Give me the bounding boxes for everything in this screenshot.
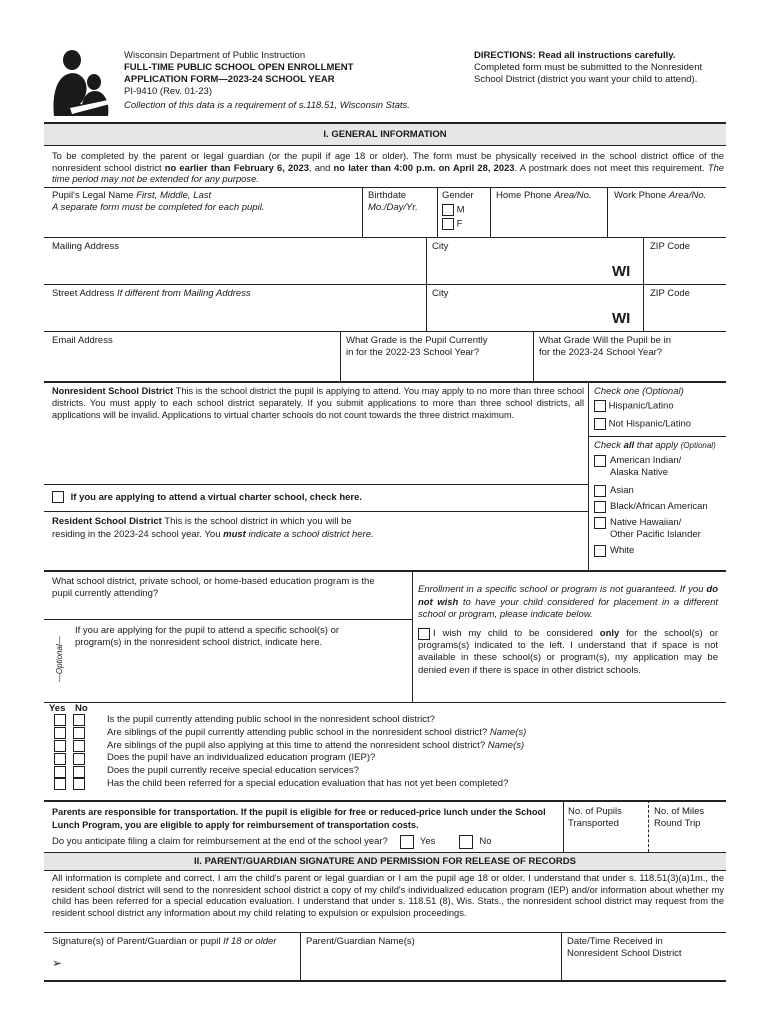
guardian-names-field[interactable] — [302, 952, 558, 978]
transport-no-label: No — [479, 835, 492, 847]
section1-intro: To be completed by the parent or legal guardian (or the pupil if age 18 or older). The form must be physically received in the school district office of the nonresident school district no earlier than February 6, 2023, and no later than 4:00 p.m. on April 28, 2023. A postmark does not meet this requirement. The time period may not be extended for any purpose. — [52, 150, 724, 184]
q2-no-checkbox[interactable] — [73, 727, 85, 739]
race-asian-checkbox[interactable] — [594, 485, 606, 497]
gender-f-checkbox[interactable] — [442, 218, 454, 230]
current-school-label-1: What school district, private school, or home-based education program is the — [52, 576, 375, 587]
resident-district-instructions: Resident School District This is the school district in which you will be residing in the 2023-24 school year. You must indicate a school district here. — [52, 516, 374, 540]
current-grade-label-2: in for the 2022-23 School Year? — [346, 347, 480, 358]
ethnicity-label: Check one (Optional) — [594, 386, 684, 397]
street-city-field[interactable] — [428, 302, 598, 330]
pupils-transported-label-1: No. of Pupils — [568, 806, 622, 817]
specific-school-field[interactable] — [72, 652, 408, 700]
directions-label: DIRECTIONS: Read all instructions carefully. — [474, 50, 676, 61]
section2-title: II. PARENT/GUARDIAN SIGNATURE AND PERMISSION FOR RELEASE OF RECORDS — [44, 852, 726, 871]
collection-note: Collection of this data is a requirement of s.118.51, Wisconsin Stats. — [124, 100, 410, 111]
race-american-indian-checkbox[interactable] — [594, 455, 606, 467]
section1-title: I. GENERAL INFORMATION — [44, 122, 726, 146]
q1-no-checkbox[interactable] — [73, 714, 85, 726]
street-city-label: City — [432, 288, 449, 299]
dpi-logo — [50, 48, 114, 118]
directions-line2: School District (district you want your child to attend). — [474, 74, 698, 85]
q6-text: Has the child been referred for a special education evaluation that has not yet been completed? — [107, 777, 509, 789]
street-zip-label: ZIP Code — [650, 288, 690, 299]
race-asian-label: Asian — [610, 485, 634, 496]
only-wish-checkbox[interactable] — [418, 628, 430, 640]
birthdate-field[interactable] — [364, 215, 436, 237]
race-american-indian-label-1: American Indian/ — [610, 455, 682, 466]
mailing-zip-label: ZIP Code — [650, 241, 690, 252]
race-black-label: Black/African American — [610, 501, 708, 512]
nonresident-district-instructions: Nonresident School District This is the school district the pupil is applying to attend. You may apply to no more than three school districts. You must apply to each school district separately. If you submit applications to more than three school districts, all applications will be invalid. Applications to virtual charter schools do not count towards the three district maximum. — [52, 386, 584, 420]
work-phone-field[interactable] — [609, 205, 725, 237]
birthdate-hint: Mo./Day/Yr. — [368, 202, 418, 213]
race-black-checkbox[interactable] — [594, 501, 606, 513]
optional-side-label: —Optional— — [54, 636, 64, 683]
current-school-field[interactable] — [48, 602, 408, 618]
specific-school-label-1: If you are applying for the pupil to attend a specific school(s) or — [75, 625, 340, 636]
q1-yes-checkbox[interactable] — [54, 714, 66, 726]
hispanic-checkbox[interactable] — [594, 400, 606, 412]
date-received-label-1: Date/Time Received in — [567, 936, 663, 947]
hispanic-label: Hispanic/Latino — [608, 400, 674, 412]
no-header: No — [75, 703, 88, 714]
agency-name: Wisconsin Department of Public Instruction — [124, 50, 306, 61]
next-grade-label-2: for the 2023-24 School Year? — [539, 347, 663, 358]
current-school-label-2: pupil currently attending? — [52, 588, 159, 599]
race-pacific-islander-label-2: Other Pacific Islander — [610, 529, 701, 540]
signature-label: Signature(s) of Parent/Guardian or pupil If 18 or older — [52, 936, 277, 947]
pupils-transported-field[interactable] — [565, 832, 645, 850]
signature-arrow-icon: ➢ — [52, 956, 63, 970]
resident-district-field[interactable] — [48, 543, 586, 569]
next-grade-label-1: What Grade Will the Pupil be in — [539, 335, 672, 346]
mailing-zip-field[interactable] — [645, 255, 725, 283]
current-grade-field[interactable] — [342, 360, 532, 380]
next-grade-field[interactable] — [535, 360, 725, 380]
yes-header: Yes — [49, 703, 66, 714]
race-pacific-islander-label-1: Native Hawaiian/ — [610, 517, 682, 528]
transport-notice: Parents are responsible for transportation. If the pupil is eligible for free or reduced-price lunch under the School Lunch Program, you are eligible to apply for reimbursement of transportation costs. — [52, 807, 546, 830]
date-received-label-2: Nonresident School District — [567, 948, 682, 959]
email-label: Email Address — [52, 335, 113, 346]
only-wish-statement: I wish my child to be considered only for the school(s) or programs(s) indicated to the left. I understand that if space is not available in these school(s) or program(s), my application may be denied even if there is space in other district schools. — [418, 628, 718, 676]
transport-yes-checkbox[interactable] — [400, 835, 414, 849]
form-title-line1: FULL-TIME PUBLIC SCHOOL OPEN ENROLLMENT — [124, 62, 354, 73]
q4-yes-checkbox[interactable] — [54, 753, 66, 765]
mailing-city-field[interactable] — [428, 255, 598, 283]
not-hispanic-label: Not Hispanic/Latino — [608, 418, 692, 430]
transport-yes-label: Yes — [419, 835, 436, 847]
transport-question: Do you anticipate filing a claim for reimbursement at the end of the school year? — [52, 835, 388, 847]
birthdate-label: Birthdate — [368, 190, 407, 201]
race-label: Check all that apply (Optional) — [594, 440, 716, 451]
q3-no-checkbox[interactable] — [73, 740, 85, 752]
miles-field[interactable] — [650, 832, 724, 850]
gender-label: Gender — [442, 190, 474, 201]
virtual-charter-label: If you are applying to attend a virtual charter school, check here. — [70, 491, 363, 503]
miles-label-2: Round Trip — [654, 818, 701, 829]
not-hispanic-checkbox[interactable] — [594, 418, 606, 430]
directions-line1: Completed form must be submitted to the Nonresident — [474, 62, 703, 73]
pupil-name-note: A separate form must be completed for each pupil. — [52, 202, 265, 213]
race-white-label: White — [610, 545, 635, 556]
street-address-label: Street Address If different from Mailing Address — [52, 288, 251, 299]
gender-f-label: F — [456, 218, 463, 230]
q6-no-checkbox[interactable] — [73, 778, 85, 790]
guardian-names-label: Parent/Guardian Name(s) — [306, 936, 415, 947]
q4-text: Does the pupil have an individualized education program (IEP)? — [107, 752, 376, 764]
gender-m-checkbox[interactable] — [442, 204, 454, 216]
transport-no-checkbox[interactable] — [459, 835, 473, 849]
home-phone-label: Home Phone Area/No. — [496, 190, 592, 201]
q5-yes-checkbox[interactable] — [54, 766, 66, 778]
enrollment-note: Enrollment in a specific school or program is not guaranteed. If you do not wish to have your child considered for placement in a different school or program, please indicate below. — [418, 584, 718, 620]
race-pacific-islander-checkbox[interactable] — [594, 517, 606, 529]
home-phone-field[interactable] — [492, 205, 606, 237]
street-zip-field[interactable] — [645, 302, 725, 330]
signature-field[interactable] — [66, 952, 296, 978]
street-address-field[interactable] — [48, 302, 424, 330]
q2-yes-checkbox[interactable] — [54, 727, 66, 739]
form-title-line2: APPLICATION FORM—2023-24 SCHOOL YEAR — [124, 74, 335, 85]
pupils-transported-label-2: Transported — [568, 818, 619, 829]
q3-text: Are siblings of the pupil also applying at this time to attend the nonresident school district? Name(s) — [107, 739, 525, 751]
virtual-charter-checkbox[interactable] — [52, 491, 64, 503]
mailing-city-label: City — [432, 241, 449, 252]
nonresident-district-field[interactable] — [48, 436, 586, 482]
q3-yes-checkbox[interactable] — [54, 740, 66, 752]
email-field[interactable] — [48, 349, 338, 379]
pupil-name-label: Pupil's Legal Name First, Middle, Last — [52, 190, 212, 201]
form-number: PI-9410 (Rev. 01-23) — [124, 86, 213, 97]
q5-text: Does the pupil currently receive special education services? — [107, 765, 359, 777]
work-phone-label: Work Phone Area/No. — [614, 190, 707, 201]
q6-yes-checkbox[interactable] — [54, 778, 66, 790]
mailing-address-label: Mailing Address — [52, 241, 120, 252]
pupil-name-field[interactable] — [48, 215, 360, 237]
specific-school-label-2: program(s) in the nonresident school district, indicate here. — [75, 637, 323, 648]
street-state-value: WI — [612, 310, 631, 327]
q1-text: Is the pupil currently attending public school in the nonresident school district? — [107, 714, 435, 725]
q5-no-checkbox[interactable] — [73, 766, 85, 778]
race-white-checkbox[interactable] — [594, 545, 606, 557]
mailing-state-value: WI — [612, 263, 631, 280]
q4-no-checkbox[interactable] — [73, 753, 85, 765]
mailing-address-field[interactable] — [48, 255, 424, 283]
current-grade-label-1: What Grade is the Pupil Currently — [346, 335, 488, 346]
race-american-indian-label-2: Alaska Native — [610, 467, 669, 478]
section2-statement: All information is complete and correct. I am the child's parent or legal guardian or I am the pupil age 18 or older. I understand that under s. 118.51(3)(a)1m., the resident school district will send to the nonresident school district a copy of my child's individualized education program (IEP) and/or information about whether my child has been referred for a special education evaluation. I understand that under s. 118.51 (8), Wis. Stats., the nonresident school district may request from the resident school district any information about my child relating to expulsion or expulsion proceedings. — [52, 873, 724, 918]
gender-m-label: M — [456, 204, 465, 216]
q2-text: Are siblings of the pupil currently attending public school in the nonresident school district? Name(s) — [107, 726, 527, 738]
miles-label-1: No. of Miles — [654, 806, 705, 817]
